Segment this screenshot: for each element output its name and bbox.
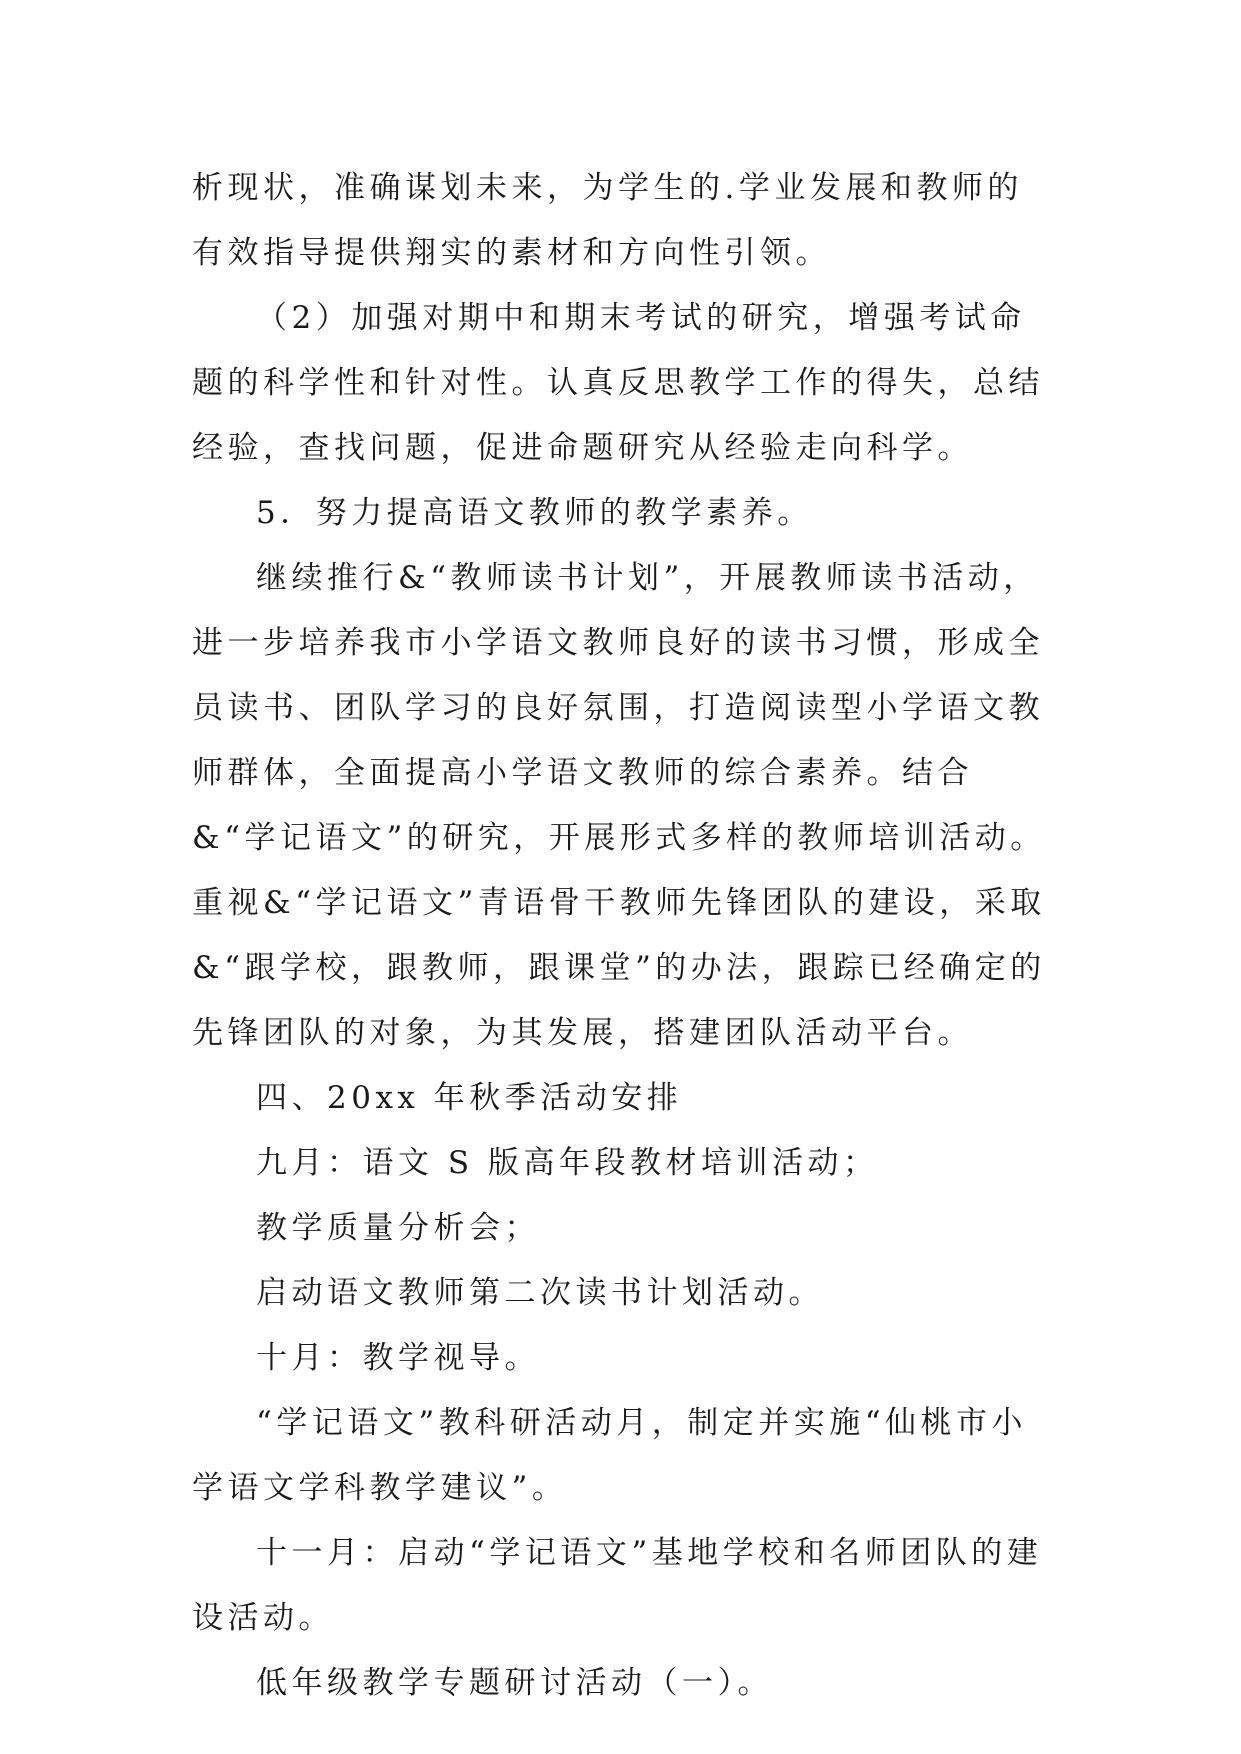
paragraph-analysis: 析现状，准确谋划未来，为学生的.学业发展和教师的有效指导提供翔实的素材和方向性引领。 — [192, 170, 1023, 271]
paragraph-exam-research: （2）加强对期中和期末考试的研究，增强考试命题的科学性和针对性。认真反思教学工作的得失，总结经验，查找问题，促进命题研究从经验走向科学。 — [192, 300, 1044, 466]
paragraph-research-month: “学记语文”教科研活动月，制定并实施“仙桃市小学语文学科教学建议”。 — [192, 1405, 1028, 1506]
paragraph-reading-launch: 启动语文教师第二次读书计划活动。 — [256, 1275, 824, 1311]
paragraph-heading-teacher-literacy: 5．努力提高语文教师的教学素养。 — [256, 495, 813, 531]
paragraph-november: 十一月：启动“学记语文”基地学校和名师团队的建设活动。 — [192, 1535, 1043, 1636]
document-body — [192, 156, 1052, 1716]
paragraph-reading-plan: 继续推行&“教师读书计划”，开展教师读书活动，进一步培养我市小学语文教师良好的读书习惯，形成全员读书、团队学习的良好氛围，打造阅读型小学语文教师群体，全面提高小学语文教师的综合素养。结合&“学记语文”的研究，开展形式多样的教师培训活动。重视&“学记语文”青语骨干教师先锋团队的建设，采取&“跟学校，跟教师，跟课堂”的办法，跟踪已经确定的先锋团队的对象，为其发展，搭建团队活动平台。 — [192, 560, 1046, 1051]
paragraph-quality-meeting: 教学质量分析会； — [256, 1210, 540, 1246]
paragraph-october: 十月：教学视导。 — [256, 1340, 540, 1376]
paragraph-september: 九月：语文 S 版高年段教材培训活动； — [256, 1145, 879, 1181]
paragraph-heading-autumn-schedule: 四、20xx 年秋季活动安排 — [256, 1080, 683, 1116]
paragraph-lower-grade-seminar: 低年级教学专题研讨活动（一）。 — [256, 1665, 773, 1701]
